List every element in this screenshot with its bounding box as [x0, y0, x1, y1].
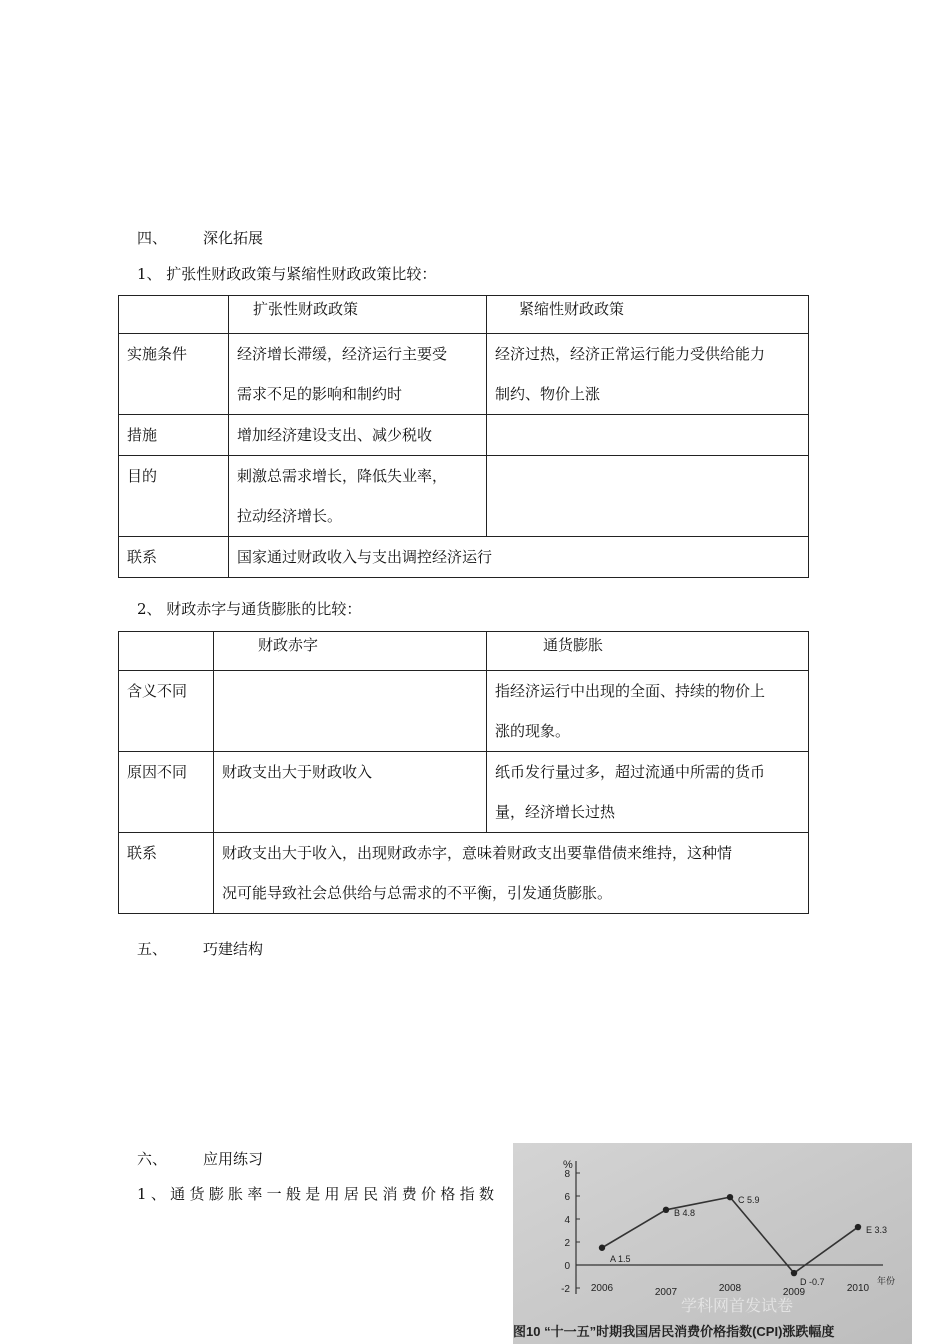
deficit-inflation-table: [118, 631, 809, 914]
data-label-c: C 5.9: [738, 1195, 760, 1206]
table1-header-empty: [119, 296, 229, 334]
x-tick-label: 2006: [590, 1283, 614, 1294]
fiscal-policy-table: [118, 295, 809, 578]
cpi-chart-image: [513, 1143, 912, 1344]
data-point-b: [663, 1207, 669, 1213]
x-tick-label: 2009: [782, 1287, 806, 1298]
y-axis-unit: %: [563, 1159, 573, 1171]
table1-merged-cell: 国家通过财政收入与支出调控经济运行: [229, 537, 809, 578]
table1-cell: 经济增长滞缓，经济运行主要受 需求不足的影响和制约时: [229, 334, 487, 415]
table1-header-contractionary: 紧缩性财政政策: [487, 296, 809, 334]
table2-merged-cell: 财政支出大于收入，出现财政赤字，意味着财政支出要靠借债来维持，这种情 况可能导致社会总供给与总需求的不平衡，引发通货膨胀。: [214, 833, 809, 914]
table2-row-label: 原因不同: [119, 752, 214, 833]
chart-watermark: 学科网首发试卷: [681, 1298, 794, 1315]
section-5-number: 五、: [137, 940, 168, 958]
x-tick-label: 2008: [718, 1283, 742, 1294]
table1-row-label: 实施条件: [119, 334, 229, 415]
y-tick-label: -2: [561, 1284, 570, 1295]
section-6-title: 应用练习: [203, 1150, 264, 1168]
table1-cell: 增加经济建设支出、减少税收: [229, 415, 487, 456]
table1-row-label: 联系: [119, 537, 229, 578]
data-label-d: D -0.7: [800, 1277, 825, 1288]
item-2-title: 2、 财政赤字与通货膨胀的比较：: [137, 600, 362, 618]
section-6-heading: [137, 1148, 263, 1169]
table1-cell: [487, 415, 809, 456]
x-tick-label: 2010: [846, 1283, 870, 1294]
table2-header-inflation: 通货膨胀: [487, 632, 809, 671]
table1-row-label: 目的: [119, 456, 229, 537]
data-point-e: [855, 1224, 861, 1230]
data-point-d: [791, 1270, 797, 1276]
section-5-heading: [137, 938, 263, 959]
table2-header-empty: [119, 632, 214, 671]
table1-cell: 刺激总需求增长，降低失业率， 拉动经济增长。: [229, 456, 487, 537]
data-point-c: [727, 1194, 733, 1200]
section-4-number: 四、: [137, 229, 168, 247]
cpi-line-chart: [513, 1143, 912, 1344]
table2-cell: 指经济运行中出现的全面、持续的物价上 涨的现象。: [487, 671, 809, 752]
data-label-a: A 1.5: [610, 1253, 631, 1264]
data-label-e: E 3.3: [866, 1225, 888, 1236]
section-4-heading: [137, 227, 263, 248]
chart-caption: 图10 “十一五”时期我国居民消费价格指数(CPI)涨跌幅度: [513, 1324, 835, 1339]
item-6-1-text: 1、通货膨胀率一般是用居民消费价格指数: [137, 1185, 499, 1203]
table2-row-label: 含义不同: [119, 671, 214, 752]
y-tick-label: 2: [564, 1238, 570, 1249]
section-4-title: 深化拓展: [203, 229, 264, 247]
y-tick-label: 0: [564, 1261, 570, 1272]
y-tick-label: 6: [564, 1192, 570, 1203]
item-1-title: 1、 扩张性财政政策与紧缩性财政政策比较：: [137, 265, 437, 283]
table2-cell: [214, 671, 487, 752]
table2-cell: 财政支出大于财政收入: [214, 752, 487, 833]
x-tick-label: 2007: [654, 1287, 678, 1298]
table2-row-label: 联系: [119, 833, 214, 914]
y-tick-label: 4: [564, 1215, 570, 1226]
table1-row-label: 措施: [119, 415, 229, 456]
table1-cell: [487, 456, 809, 537]
table1-header-expansionary: 扩张性财政政策: [229, 296, 487, 334]
section-6-number: 六、: [137, 1150, 168, 1168]
data-point-a: [599, 1245, 605, 1251]
table2-header-deficit: 财政赤字: [214, 632, 487, 671]
y-tick-label: 8: [564, 1169, 570, 1180]
table2-cell: 纸币发行量过多，超过流通中所需的货币 量，经济增长过热: [487, 752, 809, 833]
section-5-title: 巧建结构: [203, 940, 264, 958]
table1-cell: 经济过热，经济正常运行能力受供给能力 制约、物价上涨: [487, 334, 809, 415]
data-label-b: B 4.8: [674, 1207, 696, 1218]
x-axis-unit: 年份: [877, 1276, 896, 1286]
